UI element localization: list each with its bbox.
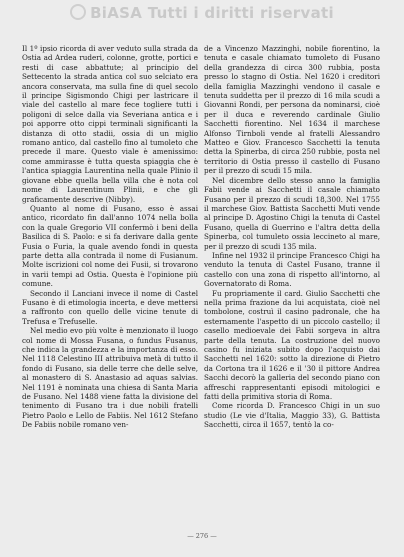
paragraph: Nel dicembre dello stesso anno la famiglia Fabii vende ai Sacchetti il casale chiamato Fusano per il prezzo di scudi 18,300. Nel 1755 il marchese Giov. Battista Sacchetti Muti vende al principe D. Agostino Chigi la tenuta di Castel Fusano, quella di Guerrino e l'altra detta della Spinerba, col tumuleto ossia leccineto al mare, per il prezzo di scudi 135 mila. bbox=[204, 175, 380, 251]
paragraph: Il 1º ipsio ricorda di aver veduto sulla strada da Ostia ad Ardea ruderi, colonne, grotte, portici e resti di case abbattute; al principio del Settecento la strada antica col suo selciato era ancora conservata, ma sulla fine di quel secolo il principe Sigismondo Chigi per lastricare il viale del castello al mare fece togliere tutti i poligoni di selce dalla via Severiana antica e i poi apporre otto cippi terminali significanti la distanza di otto stadii, ossia di un miglio romano antico, dal castello fino al tumoleto che precede il mare. Questo viale è amenissimo: come ammirasse è tutta questa spiaggia che è l'antica spiaggia Laurentina nella quale Plinio il giovane ebbe quella bella villa che è nota col nome di Laurentinum Plinii, e che gli graficamente descrive (Nibby). bbox=[22, 44, 198, 204]
paragraph: Secondo il Lanciani invece il nome di Castel Fusano è di etimologia incerta, e deve mettersi a raffronto con quello delle vicine tenute di Trefusa e Trefuselle. bbox=[22, 288, 198, 326]
paragraph: Nel medio evo più volte è menzionato il luogo col nome di Mossa Fusana, o fundus Fusanus, che indica la grandezza e la importanza di esso. Nel 1118 Celestino III attribuiva metà di tutto il fondo di Fusano, sia delle terre che delle selve, al monastero di S. Anastasio ad aquas salvias. Nel 1191 è nominata una chiesa di Santa Maria de Fusano. Nel 1488 viene fatta la divisione del tenimento di Fusano tra i due nobili fratelli Pietro Paolo e Lello de Fabiis. Nel 1612 Stefano De Fabiis nobile romano ven- bbox=[22, 326, 198, 430]
paragraph: Come ricorda D. Francesco Chigi in un suo studio (Le vie d'Italia, Maggio 33), G. Battista Sacchetti, circa il 1657, tentò la co- bbox=[204, 401, 380, 430]
paragraph: Infine nel 1932 il principe Francesco Chigi ha venduto la tenuta di Castel Fusano, tranne il castello con una zona di rispetto all'intorno, al Governatorato di Roma. bbox=[204, 250, 380, 289]
paragraph: de a Vincenzo Mazzinghi, nobile fiorentino, la tenuta e casale chiamato tumoleto di Fusano della grandezza di circa 300 rubbia, posta presso lo stagno di Ostia. Nel 1620 i creditori della famiglia Mazzinghi vendono il casale e tenuta suddetta per il prezzo di 16 mila scudi a Giovanni Rondi, per persona da nominarsi, cioè per il duca e reverendo cardinale Giulio Sacchetti fiorentino. Nel 1634 il marchese Alfonso Tirnboli vende al fratelli Alessandro Matteo e Giov. Francesco Sacchetti la tenuta detta la Spinerba, di circa 250 rubbie, posta nel territorio di Ostia presso il castello di Fusano per il prezzo di scudi 15 mila. bbox=[204, 44, 380, 176]
paragraph: Quanto al nome di Fusano, esso è assai antico, ricordato fin dall'anno 1074 nella bolla con la quale Gregorio VII confermò i beni della Basilica di S. Paolo: e si fa derivare dalla gente Fusia o Furia, la quale avendo fondi in questa parte detta alla contrada il nome di Fusianum. Molte iscrizioni col nome dei Fusii, si trovarono in varii tempi ad Ostia. Questa è l'opinione più comune. bbox=[22, 203, 198, 289]
right-column bbox=[204, 44, 380, 430]
left-column bbox=[22, 44, 198, 430]
page-number: — 276 — bbox=[187, 532, 217, 540]
paragraph: Fu propriamente il card. Giulio Sacchetti che nella prima frazione da lui acquistata, cioè nel tombolone, costruì il casino padronale, che ha esternamente l'aspetto di un piccolo castello; il casello medioevale dei Fabii sorgeva in altra parte della tenuta. La costruzione del nuovo casino fu iniziata subito dopo l'acquisto dai Sacchetti nel 1620: sotto la direzione di Pietro da Cortona tra il 1626 e il '30 il pittore Andrea Sacchi decorò la galleria del secondo piano con affreschi rappresentanti episodi mitologici e fatti della primitiva storia di Roma. bbox=[204, 288, 380, 402]
watermark-text: BiASA Tutti i diritti riservati bbox=[90, 4, 334, 22]
biasa-logo-icon bbox=[70, 4, 86, 20]
watermark bbox=[0, 4, 404, 22]
